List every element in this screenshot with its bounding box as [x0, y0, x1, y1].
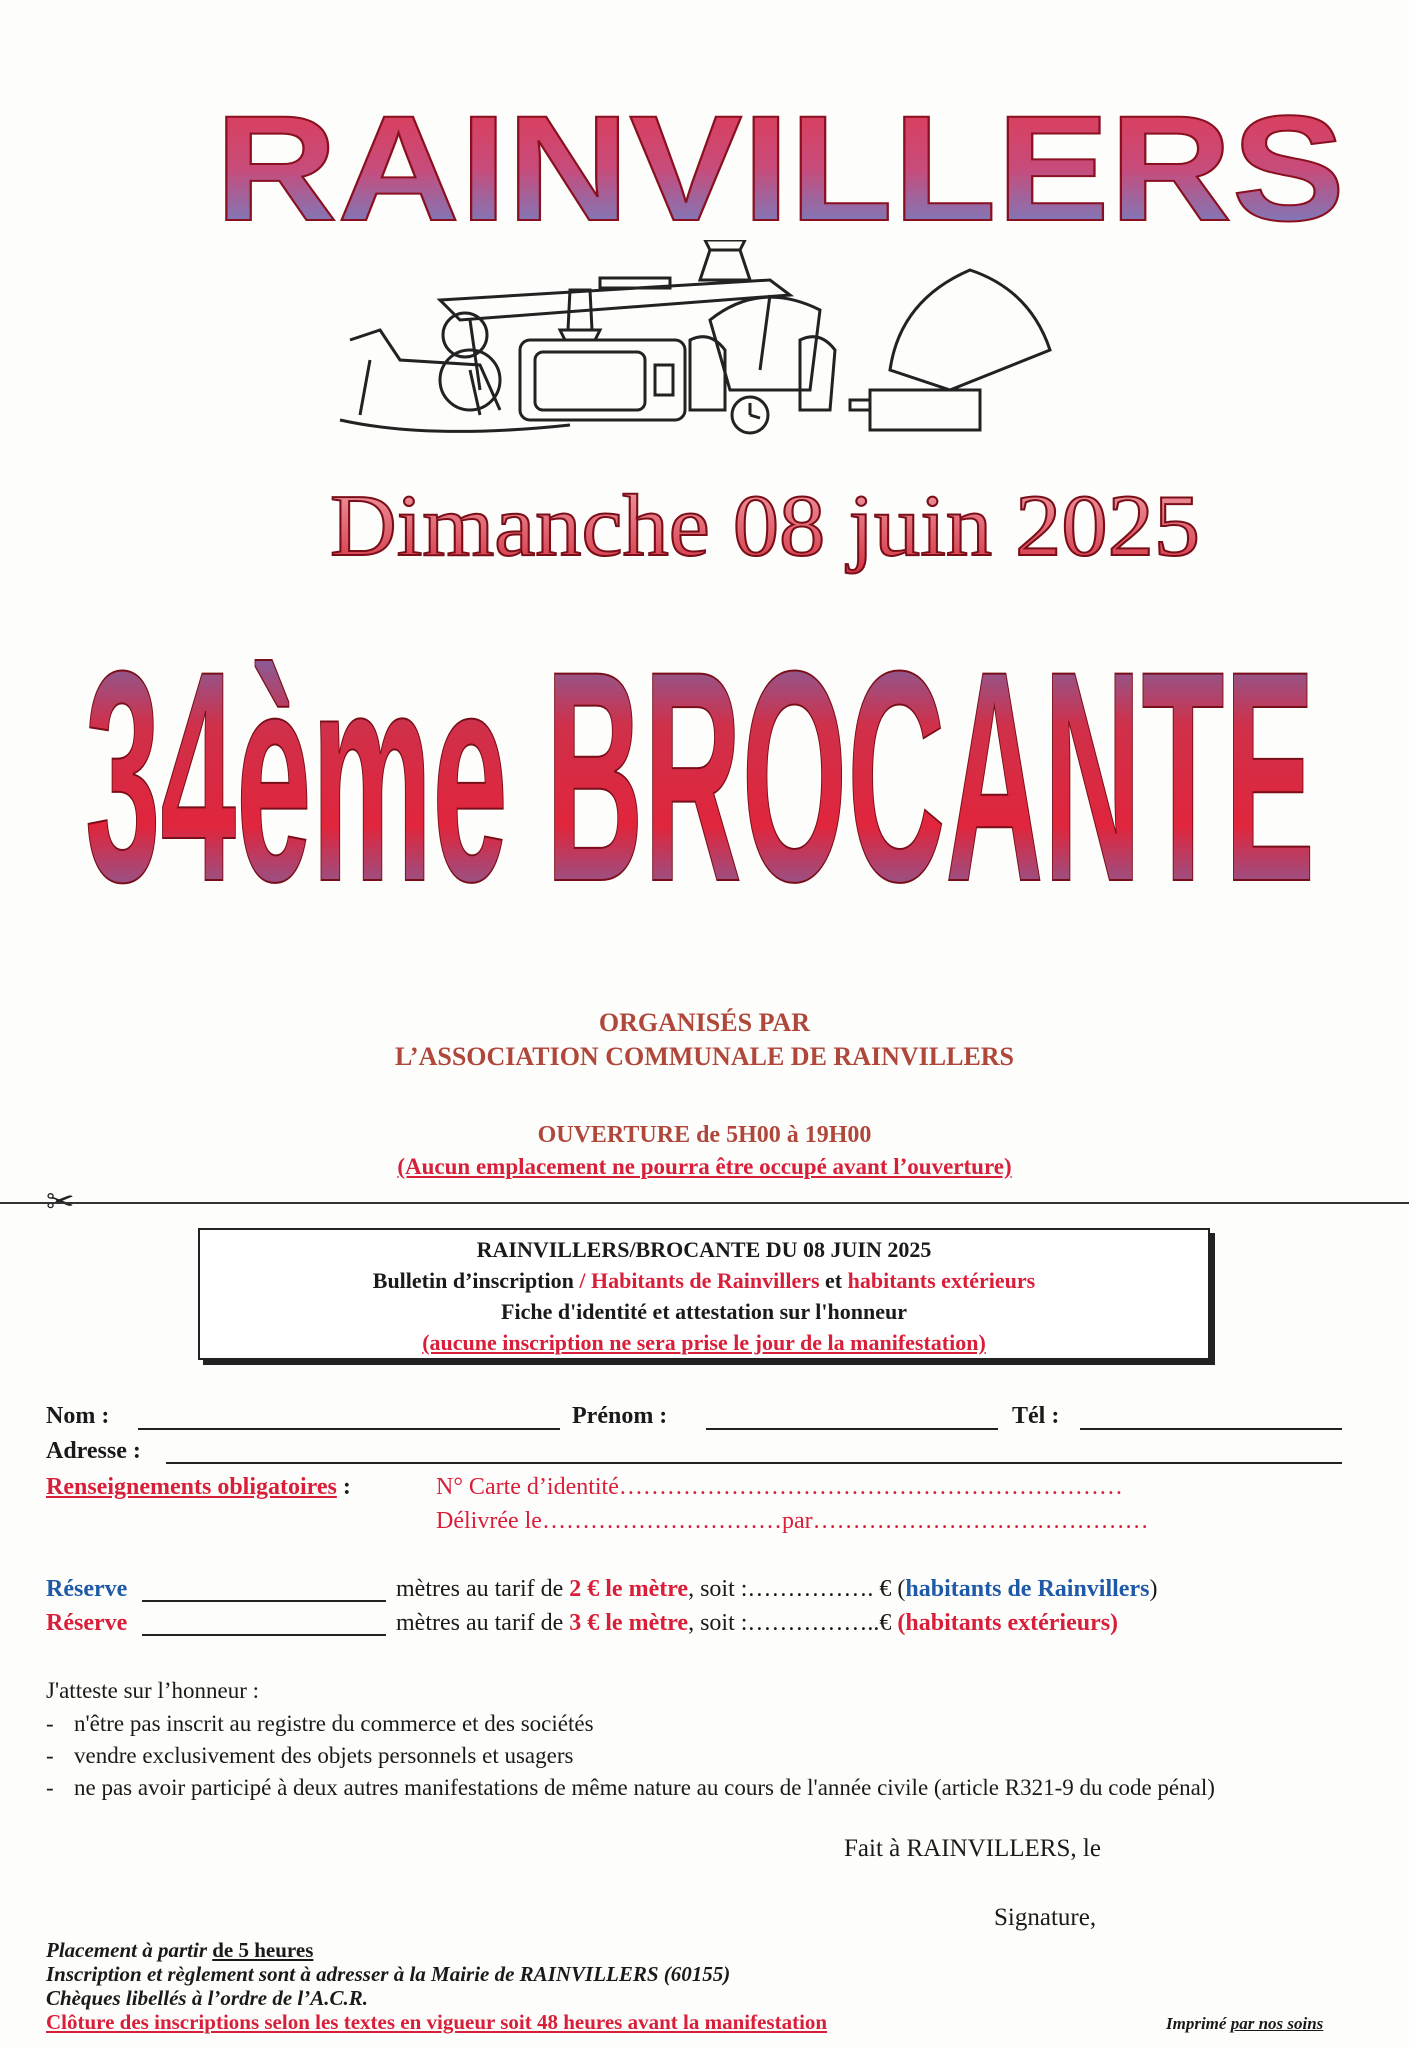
opening-hours-value: de 5H00 à 19H00: [696, 1122, 872, 1148]
signature-area[interactable]: [994, 1932, 1324, 1942]
prenom-field[interactable]: [706, 1428, 998, 1430]
attest-intro: J'atteste sur l’honneur :: [46, 1678, 260, 1703]
tel-label: Tél :: [1012, 1403, 1060, 1429]
footer-closing: Clôture des inscriptions selon les textes en vigueur soit 48 heures avant la manifestation: [46, 2010, 828, 2034]
coffee-pot-icon: [700, 240, 750, 280]
box-line4: (aucune inscription ne sera prise le jour de la manifestation): [422, 1330, 986, 1355]
box-subtitle-c: et: [825, 1268, 843, 1293]
attest-place: Fait à RAINVILLERS, le: [844, 1835, 1101, 1862]
reserve-meters-2[interactable]: [142, 1634, 386, 1636]
footer-cheques: Chèques libellés à l’ordre de l’A.C.R.: [46, 1986, 368, 2010]
reserve-label-1: Réserve: [46, 1576, 128, 1602]
tel-field[interactable]: [1080, 1428, 1342, 1430]
issued-field[interactable]: Délivrée le…………………………par……………………………………: [436, 1508, 1149, 1534]
gramophone-icon: [850, 270, 1050, 430]
r2-text: mètres au tarif de: [396, 1610, 564, 1636]
box-subtitle: [200, 1265, 1208, 1296]
r1-price: 2 € le mètre: [569, 1576, 689, 1602]
r1-soit: , soit :……………. € (: [688, 1576, 906, 1602]
oil-lamp-icon: [560, 290, 600, 340]
event-title-text: 34ème BROCANTE: [85, 608, 1315, 944]
box-subtitle-a: Bulletin d’inscription: [372, 1268, 574, 1293]
books-icon: [600, 278, 670, 288]
attest-item: - vendre exclusivement des objets personnels et usagers: [46, 1743, 574, 1768]
footer-inscription: Inscription et règlement sont à adresser à la Mairie de RAINVILLERS (60155): [46, 1962, 731, 1986]
prenom-label: Prénom :: [572, 1403, 668, 1429]
r2-soit: , soit :……………..€: [688, 1610, 892, 1636]
town-title: [0, 60, 1409, 260]
reserve-row-1: [396, 1576, 1157, 1603]
town-title-text: RAINVILLERS: [215, 84, 1345, 252]
reserve-label-2: Réserve: [46, 1610, 128, 1636]
id-card-field[interactable]: N° Carte d’identité………………………………………………………: [436, 1474, 1123, 1500]
scissors-icon: ✂: [46, 1182, 75, 1222]
opening-label: OUVERTURE: [537, 1122, 691, 1148]
required-label: Renseignements obligatoires: [46, 1474, 337, 1500]
table-icon: [440, 280, 790, 320]
r1-who: habitants de Rainvillers: [905, 1576, 1150, 1602]
nom-label: Nom :: [46, 1403, 110, 1429]
box-subtitle-b: / Habitants de Rainvillers: [579, 1268, 820, 1293]
attest-item: - n'être pas inscrit au registre du commerce et des sociétés: [46, 1711, 594, 1736]
box-title: RAINVILLERS/BROCANTE DU 08 JUIN 2025: [476, 1237, 932, 1262]
adresse-label: Adresse :: [46, 1438, 141, 1464]
antiques-illustration: [330, 240, 1090, 440]
required-colon: :: [342, 1474, 351, 1500]
footer-placement: [46, 1938, 313, 1963]
required-info: [46, 1474, 351, 1501]
r2-price: 3 € le mètre: [569, 1610, 689, 1636]
event-title: [0, 580, 1409, 1000]
box-subtitle-d: habitants extérieurs: [847, 1268, 1036, 1293]
attest-item: - ne pas avoir participé à deux autres manifestations de même nature au cours de l'année civile (article R321-9 du code pénal): [46, 1775, 1215, 1800]
printed-a: Imprimé: [1166, 2014, 1227, 2033]
signature-label: Signature,: [994, 1904, 1097, 1931]
organizer-line2: L’ASSOCIATION COMMUNALE DE RAINVILLERS: [394, 1042, 1015, 1071]
cut-line: [0, 1202, 1409, 1204]
adresse-field[interactable]: [166, 1462, 1342, 1464]
organizer-line1: ORGANISÉS PAR: [598, 1008, 811, 1037]
footer-printed: [1166, 2014, 1323, 2034]
r1-end: ): [1149, 1576, 1158, 1602]
reserve-row-2: [396, 1610, 1118, 1637]
r1-text: mètres au tarif de: [396, 1576, 564, 1602]
attest-list: [46, 1708, 1366, 1804]
r2-who: (habitants extérieurs): [897, 1610, 1119, 1636]
event-date: [0, 470, 1409, 580]
nom-field[interactable]: [138, 1428, 560, 1430]
event-date-text: Dimanche 08 juin 2025: [330, 478, 1200, 575]
placement-a: Placement à partir: [46, 1938, 207, 1962]
box-line3: Fiche d'identité et attestation sur l'honneur: [501, 1299, 907, 1324]
opening-notice: (Aucun emplacement ne pourra être occupé avant l’ouverture): [397, 1154, 1012, 1179]
printed-b: par nos soins: [1230, 2014, 1324, 2033]
placement-b: de 5 heures: [212, 1938, 314, 1962]
reserve-meters-1[interactable]: [142, 1600, 386, 1602]
opening-hours: [0, 1122, 1409, 1149]
registration-box: [198, 1228, 1210, 1360]
